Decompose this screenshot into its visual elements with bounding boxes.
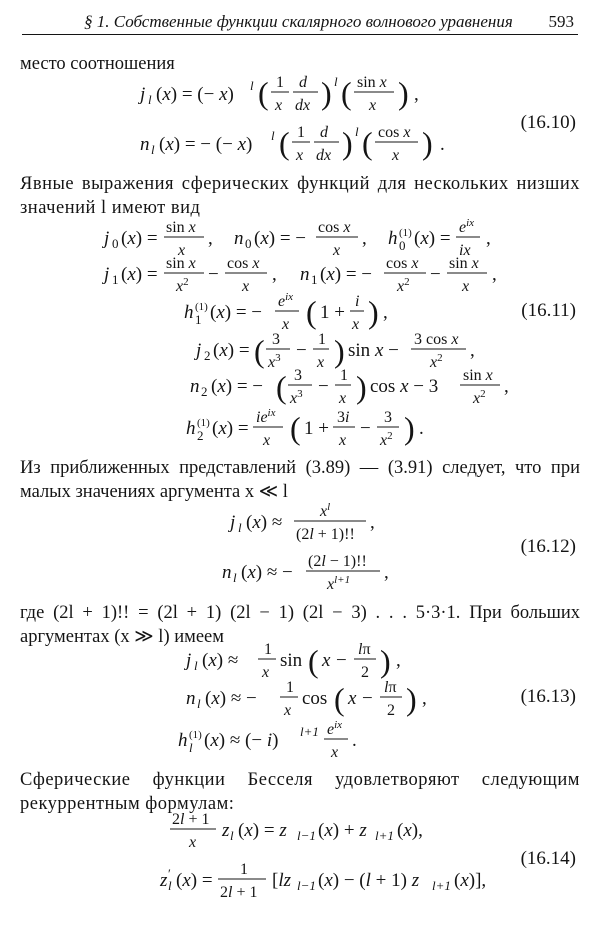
svg-text:sin x: sin x bbox=[463, 367, 493, 384]
svg-text:x: x bbox=[189, 834, 197, 851]
svg-text:l+1: l+1 bbox=[375, 828, 394, 843]
svg-text:.: . bbox=[352, 730, 357, 751]
svg-text:x: x bbox=[322, 650, 331, 671]
svg-text:,: , bbox=[504, 376, 509, 397]
svg-text:l: l bbox=[197, 696, 201, 711]
svg-text:sin x: sin x bbox=[357, 74, 387, 91]
svg-text:dx: dx bbox=[295, 97, 311, 114]
svg-text:cos x: cos x bbox=[386, 255, 419, 272]
svg-text:l: l bbox=[334, 74, 338, 89]
svg-text:−: − bbox=[430, 264, 441, 285]
svg-text:sin x: sin x bbox=[449, 255, 479, 272]
svg-text:j: j bbox=[104, 264, 110, 285]
svg-text:(x) ≈: (x) ≈ bbox=[202, 650, 239, 671]
svg-text:(1): (1) bbox=[189, 729, 202, 741]
svg-text:−: − bbox=[296, 340, 307, 361]
paragraph-3-text: Из приближенных представлений (3.89) — (3.91) следует, что при малых значениях аргумента x ≪ l bbox=[20, 458, 580, 502]
svg-text:(: ( bbox=[362, 125, 373, 161]
svg-text:n: n bbox=[300, 264, 310, 285]
svg-text:(: ( bbox=[334, 681, 345, 717]
svg-text:,: , bbox=[422, 688, 427, 709]
svg-text:x: x bbox=[262, 664, 270, 681]
svg-text:l: l bbox=[189, 740, 193, 755]
svg-text:): ) bbox=[406, 681, 417, 717]
svg-text:−: − bbox=[360, 418, 371, 439]
svg-text:d: d bbox=[299, 74, 307, 91]
equation-number-16-12: (16.12) bbox=[520, 536, 576, 557]
svg-text:(x) = −: (x) = − bbox=[320, 264, 373, 285]
svg-text:n: n bbox=[234, 228, 244, 249]
svg-text:−: − bbox=[318, 376, 329, 397]
svg-text:x: x bbox=[352, 316, 360, 333]
svg-text:(x) ≈ (− i): (x) ≈ (− i) bbox=[204, 730, 279, 751]
svg-text:sin x: sin x bbox=[166, 219, 196, 236]
svg-text:,: , bbox=[492, 264, 497, 285]
svg-text:2: 2 bbox=[361, 664, 369, 681]
svg-text:dx: dx bbox=[316, 147, 332, 164]
svg-text:cos x: cos x bbox=[378, 124, 411, 141]
svg-text:(1): (1) bbox=[197, 417, 210, 429]
svg-text:l+1: l+1 bbox=[300, 724, 319, 739]
svg-text:(1): (1) bbox=[399, 227, 412, 239]
svg-text:(: ( bbox=[279, 125, 290, 161]
svg-text:l: l bbox=[151, 142, 155, 157]
svg-text:x: x bbox=[331, 744, 339, 761]
svg-text:1: 1 bbox=[240, 861, 248, 878]
svg-text:eix: $e^{ix}$ bbox=[459, 217, 475, 236]
svg-text:(x) =: (x) = bbox=[414, 228, 451, 249]
svg-text:0: 0 bbox=[399, 238, 406, 253]
svg-text:(x) = −: (x) = − bbox=[210, 302, 263, 323]
svg-text:x2: $x^2$ bbox=[380, 430, 393, 449]
svg-text:l: l bbox=[194, 658, 198, 673]
svg-text:,: , bbox=[486, 228, 491, 249]
svg-text:.: . bbox=[440, 134, 445, 155]
header-title: § 1. Собственные функции скалярного волнового уравнения bbox=[84, 12, 513, 31]
svg-text:1: 1 bbox=[195, 312, 202, 327]
svg-text:x: x bbox=[263, 432, 271, 449]
svg-text:x: x bbox=[462, 278, 470, 295]
equation-number-16-13: (16.13) bbox=[520, 686, 576, 707]
svg-text:−: − bbox=[362, 688, 373, 709]
svg-text:3i: 3i bbox=[337, 409, 350, 426]
svg-text:(x) ≈: (x) ≈ bbox=[246, 512, 283, 533]
svg-text:n: n bbox=[190, 376, 200, 397]
svg-text:x: x bbox=[333, 242, 341, 259]
svg-text:x2: $x^2$ bbox=[473, 388, 486, 407]
svg-text:l: l bbox=[250, 78, 254, 93]
svg-text:j: j bbox=[186, 650, 192, 671]
svg-text:(x) = −: (x) = − bbox=[254, 228, 307, 249]
svg-text:eix: $e^{ix}$ bbox=[327, 719, 343, 738]
svg-text:j: j bbox=[140, 84, 146, 105]
svg-text:2: 2 bbox=[197, 428, 204, 443]
svg-text:eix: $e^{ix}$ bbox=[278, 291, 294, 310]
svg-text:(x) + z: (x) + z bbox=[318, 820, 367, 841]
svg-text:x: x bbox=[178, 242, 186, 259]
svg-text:(x) ≈ −: (x) ≈ − bbox=[205, 688, 257, 709]
svg-text:(x) = z: (x) = z bbox=[238, 820, 287, 841]
svg-text:3: 3 bbox=[294, 367, 302, 384]
svg-text:l: l bbox=[168, 878, 172, 893]
svg-text:ix: ix bbox=[459, 242, 471, 259]
svg-text:cos x: cos x bbox=[227, 255, 260, 272]
svg-text:i: i bbox=[355, 293, 360, 310]
svg-text:3 cos x: 3 cos x bbox=[414, 331, 459, 348]
svg-text:−: − bbox=[336, 650, 347, 671]
svg-text:sin x: sin x bbox=[166, 255, 196, 272]
svg-text:,: , bbox=[470, 340, 475, 361]
svg-text:l: l bbox=[233, 570, 237, 585]
svg-text:2: 2 bbox=[204, 348, 211, 363]
svg-text:cos x: cos x bbox=[318, 219, 351, 236]
svg-text:x: x bbox=[339, 390, 347, 407]
eq-16-14-line-2 bbox=[159, 861, 486, 901]
svg-text:1: 1 bbox=[318, 331, 326, 348]
svg-text:): ) bbox=[380, 643, 391, 679]
svg-text:(2l + 1)!!: (2l + 1)!! bbox=[296, 526, 355, 543]
paragraph-5-text: Сферические функции Бесселя удовлетворяют следующим рекуррентным формулам: bbox=[20, 770, 580, 814]
svg-text:(2l − 1)!!: (2l − 1)!! bbox=[308, 553, 367, 570]
svg-text:(1): (1) bbox=[195, 301, 208, 313]
svg-text:(: ( bbox=[276, 369, 287, 405]
svg-text:(: ( bbox=[258, 75, 269, 111]
paragraph-1-text: место соотношения bbox=[20, 54, 175, 74]
svg-text:1: 1 bbox=[112, 272, 119, 287]
equation-number-16-14: (16.14) bbox=[520, 848, 576, 869]
svg-text:l: l bbox=[230, 828, 234, 843]
svg-text:′: ′ bbox=[168, 866, 171, 881]
svg-text:h: h bbox=[186, 418, 196, 439]
svg-text:j: j bbox=[196, 340, 202, 361]
svg-text:): ) bbox=[368, 294, 379, 330]
svg-text:l−1: l−1 bbox=[297, 828, 316, 843]
svg-text:xl: $x^l$ bbox=[320, 501, 331, 520]
equation-number-16-10: (16.10) bbox=[520, 112, 576, 133]
svg-text:(x) ≈ −: (x) ≈ − bbox=[241, 562, 293, 583]
svg-text:1: 1 bbox=[297, 124, 305, 141]
svg-text:l: l bbox=[148, 92, 152, 107]
svg-text:0: 0 bbox=[245, 236, 252, 251]
svg-text:x: x bbox=[317, 354, 325, 371]
svg-text:): ) bbox=[356, 369, 367, 405]
svg-text:(: ( bbox=[254, 333, 265, 369]
svg-text:,: , bbox=[384, 562, 389, 583]
svg-text:1: 1 bbox=[311, 272, 318, 287]
svg-text:,: , bbox=[208, 228, 213, 249]
svg-text:x: x bbox=[282, 316, 290, 333]
svg-text:(: ( bbox=[341, 75, 352, 111]
svg-text:x2: $x^2$ bbox=[397, 276, 410, 295]
svg-text:xl+1: $x^{l+1}$ bbox=[327, 574, 351, 593]
svg-text:2l + 1: 2l + 1 bbox=[220, 884, 258, 901]
svg-text:(x),: (x), bbox=[397, 820, 423, 841]
svg-text:x: x bbox=[275, 97, 283, 114]
svg-text:x: x bbox=[339, 432, 347, 449]
svg-text:,: , bbox=[383, 302, 388, 323]
paragraph-2-text: Явные выражения сферических функций для нескольких низших значений l имеют вид bbox=[20, 174, 580, 218]
svg-text:sin: sin bbox=[280, 650, 303, 671]
svg-text:): ) bbox=[422, 125, 433, 161]
svg-text:1 +: 1 + bbox=[320, 302, 345, 323]
svg-text:(: ( bbox=[308, 643, 319, 679]
svg-text:n: n bbox=[222, 562, 232, 583]
svg-text:0: 0 bbox=[112, 236, 119, 251]
svg-text:l+1: l+1 bbox=[432, 878, 451, 893]
svg-text:,: , bbox=[370, 512, 375, 533]
svg-text:sin x −: sin x − bbox=[348, 340, 399, 361]
svg-text:.: . bbox=[419, 418, 424, 439]
svg-text:h: h bbox=[184, 302, 194, 323]
svg-text:3: 3 bbox=[384, 409, 392, 426]
svg-text:h: h bbox=[388, 228, 398, 249]
svg-text:x2: $x^2$ bbox=[430, 352, 443, 371]
svg-text:n: n bbox=[140, 134, 150, 155]
svg-text:cos x − 3: cos x − 3 bbox=[370, 376, 439, 397]
svg-text:z: z bbox=[222, 820, 230, 841]
svg-text:1: 1 bbox=[264, 641, 272, 658]
svg-text:,: , bbox=[362, 228, 367, 249]
svg-text:2l + 1: 2l + 1 bbox=[172, 811, 210, 828]
svg-text:): ) bbox=[334, 333, 345, 369]
svg-text:2: 2 bbox=[201, 384, 208, 399]
svg-text:x: x bbox=[296, 147, 304, 164]
svg-text:lπ: lπ bbox=[384, 679, 397, 696]
svg-text:(x) =: (x) = bbox=[121, 264, 158, 285]
svg-text:2: 2 bbox=[387, 702, 395, 719]
svg-text:,: , bbox=[272, 264, 277, 285]
svg-text:x: x bbox=[284, 702, 292, 719]
svg-text:x3: $x^3$ bbox=[290, 388, 303, 407]
svg-text:x: x bbox=[392, 147, 400, 164]
svg-text:(: ( bbox=[306, 294, 317, 330]
svg-text:,: , bbox=[396, 650, 401, 671]
svg-text:,: , bbox=[414, 84, 419, 105]
svg-text:): ) bbox=[398, 75, 409, 111]
svg-text:1: 1 bbox=[276, 74, 284, 91]
svg-text:(x) =: (x) = bbox=[212, 418, 249, 439]
svg-text:x: x bbox=[242, 278, 250, 295]
svg-text:n: n bbox=[186, 688, 196, 709]
svg-text:): ) bbox=[404, 410, 415, 446]
svg-text:ieix: $ie^{ix}$ bbox=[256, 407, 276, 426]
svg-text:lπ: lπ bbox=[358, 641, 371, 658]
svg-text:1 +: 1 + bbox=[304, 418, 329, 439]
svg-text:−: − bbox=[208, 264, 219, 285]
svg-text:z: z bbox=[160, 870, 168, 891]
svg-text:l: l bbox=[271, 128, 275, 143]
svg-text:x: x bbox=[348, 688, 357, 709]
page-number: 593 bbox=[548, 12, 574, 31]
svg-text:(x) = −: (x) = − bbox=[211, 376, 264, 397]
svg-text:3: 3 bbox=[272, 331, 280, 348]
svg-text:cos: cos bbox=[302, 688, 328, 709]
svg-text:l: l bbox=[238, 520, 242, 535]
eq-16-14-line-1 bbox=[170, 811, 423, 851]
svg-text:h: h bbox=[178, 730, 188, 751]
svg-text:(x) = (− x): (x) = (− x) bbox=[156, 84, 234, 105]
svg-text:): ) bbox=[342, 125, 353, 161]
svg-text:x: x bbox=[369, 97, 377, 114]
svg-text:l−1: l−1 bbox=[297, 878, 316, 893]
svg-text:1: 1 bbox=[286, 679, 294, 696]
svg-text:(x)],: (x)], bbox=[454, 870, 487, 891]
svg-text:(x) − (l + 1) z: (x) − (l + 1) z bbox=[318, 870, 420, 891]
svg-text:(x) = − (− x): (x) = − (− x) bbox=[159, 134, 253, 155]
svg-text:(x) =: (x) = bbox=[213, 340, 250, 361]
svg-text:d: d bbox=[320, 124, 328, 141]
equation-number-16-11: (16.11) bbox=[521, 300, 576, 321]
svg-text:): ) bbox=[321, 75, 332, 111]
svg-text:j: j bbox=[230, 512, 236, 533]
svg-text:l: l bbox=[355, 124, 359, 139]
svg-text:1: 1 bbox=[340, 367, 348, 384]
svg-text:[lz: [lz bbox=[272, 870, 292, 891]
svg-text:j: j bbox=[104, 228, 110, 249]
svg-text:(x) =: (x) = bbox=[176, 870, 213, 891]
svg-text:(x) =: (x) = bbox=[121, 228, 158, 249]
svg-text:x2: $x^2$ bbox=[176, 276, 189, 295]
svg-text:(: ( bbox=[290, 410, 301, 446]
paragraph-4-text: где (2l + 1)!! = (2l + 1) (2l − 1) (2l − 3) . . . 5·3·1. При больших аргументах (x ≫ l) имеем bbox=[20, 603, 580, 647]
svg-text:x3: $x^3$ bbox=[268, 352, 281, 371]
